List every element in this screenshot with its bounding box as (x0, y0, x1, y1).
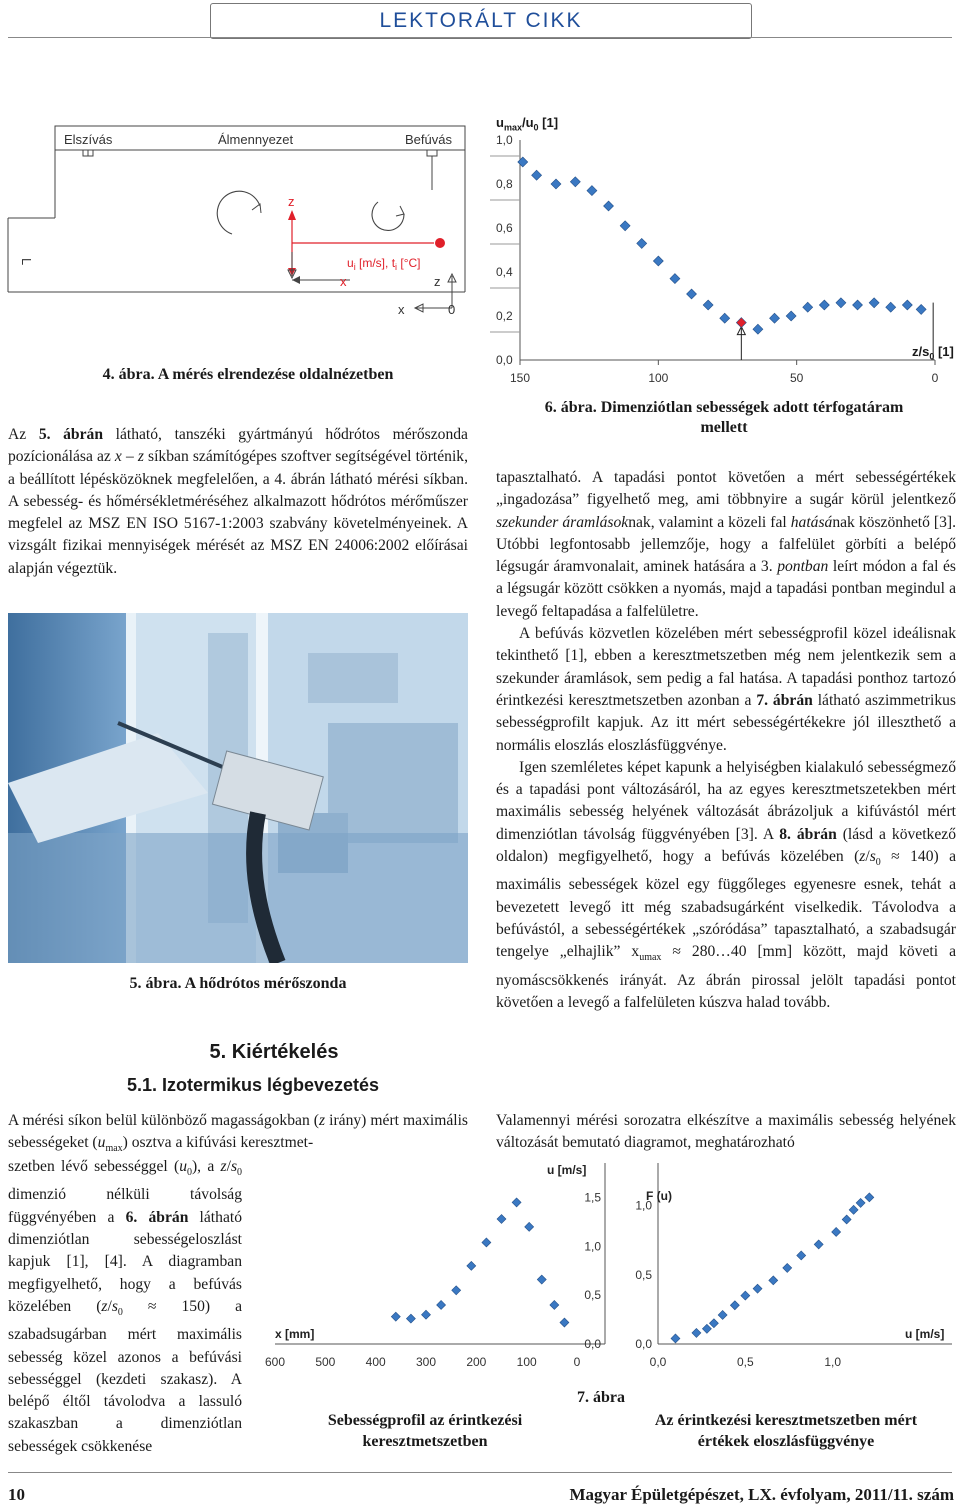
fig7-right-chart (620, 1158, 955, 1376)
fig7l-point (512, 1198, 521, 1207)
fig4-label-u: $u_i$ [m/s], $t_i$ [°C] (347, 256, 421, 272)
fig4-label-z1: z (288, 194, 295, 209)
fig7r-y-tick-label: 0,5 (635, 1267, 652, 1282)
fig4-swirl-2 (372, 202, 404, 230)
header-title: LEKTORÁLT CIKK (379, 9, 583, 32)
fig6-point (670, 274, 680, 284)
fig7r-point (783, 1263, 792, 1272)
fig6-y-title: $u_{max}/u_0$ [1] (496, 115, 559, 133)
fig7l-x-tick-label: 600 (264, 1355, 286, 1369)
fig7r-point (769, 1276, 778, 1285)
fig4-label-l: L (19, 258, 34, 266)
fig6-point (916, 304, 926, 314)
fig6-point (836, 298, 846, 308)
fig6-point (637, 238, 647, 248)
fig7l-x-tick-label: 100 (516, 1355, 537, 1369)
fig6-point (532, 170, 542, 180)
fig7r-point (832, 1227, 841, 1236)
right-paragraph-4: Valamennyi mérési sorozatra elkészítve a maximális sebesség helyének változását bemutató diagramot, meghatározható (496, 1112, 956, 1152)
fig6-chart (490, 130, 960, 392)
fig7r-point (849, 1205, 858, 1214)
fig7r-point (814, 1240, 823, 1249)
fig6-point (902, 300, 912, 310)
fig5-caption: 5. ábra. A hődrótos mérőszonda (129, 975, 347, 992)
fig7r-x-tick-label: 1,0 (824, 1355, 842, 1369)
fig7l-x-title: x [mm] (275, 1327, 315, 1341)
fig7l-point (437, 1300, 446, 1309)
header-rule (8, 37, 952, 38)
fig7-caption-right: Az érintkezési keresztmetszetben mért értékek eloszlásfüggvénye (654, 1412, 918, 1450)
fig6-y-tick-label: 1,0 (496, 133, 513, 147)
fig4-label-supply: Befúvás (405, 132, 452, 147)
fig4-label-ceiling: Álmennyezet (218, 132, 294, 147)
fig7r-point (753, 1284, 762, 1293)
fig7l-x-tick-label: 0 (573, 1355, 581, 1369)
fig7l-point (391, 1312, 400, 1321)
fig6-point (753, 324, 763, 334)
fig6-point (786, 311, 796, 321)
right-column-text: tapasztalható. A tapadási pontot követően a mért sebességértékek „ingadozása” figyelhető meg, ami többnyire a sugár körül jelentkező szekunder áramlásoknak, valamint a közeli fal hatásának köszönhető [3]. Utóbbi legfontosabb jellemzője, hogy a falfelület görbíti a belépő légsugár áramvonalait, aminek hatására a 3. pontban leírt módon a fal és a légsugár között csökken a nyomás, majd a tapadási pontban megindul a levegő feltapadása a falfelületre. A befúvás közvetlen közelében mért sebességprofil közel ideálisnak tekinthető [1], ebben a keresztmetszetben még nem jelentkezik sem a szekunder áramlások, sem pedig a fal hatása. A tapadási ponthoz tartozó érintkezési keresztmetszetben azonban a 7. ábrán látható aszimmetrikus sebességprofilt kapjuk. Az itt mért sebességértékekre jól illeszthető a normális eloszlás eloszlásfüggvénye. Igen szemléletes képet kapunk a helyiségben kialakuló sebességmező és a tapadási pont változásáról, ha az egyes keresztmetszetekben mért maximális sebesség helyének változását ábrázoljuk a kifúvástól mért dimenziótlan távolság függvényében [3]. A 8. ábrán (lásd a következő oldalon) megfigyelhető, hogy a befúvás közelében $(z/s_0 \approx 140)$ a maximális sebességek közel egy függőleges egyenesre esnek, tehát a bevezetett levegő itt még szabadsugárként viselkedik. Távolodva a befúvástól, a sebességértékek „szóródása” tapasztalható, a szabadsugár tengelye „elhajlik” $x_{umax}$ ≈ 280…40 [mm] között, majd követi a nyomáscsökkenés irányát. Az ábrán pirossal jelölt tapadási pontot követően a levegő a falfelületen kúszva halad tovább. (496, 469, 956, 1012)
fig7l-y-tick-label: 0,0 (584, 1337, 601, 1351)
fig6-point (886, 302, 896, 312)
section-title: 5. Kiértékelés (209, 1041, 339, 1063)
fig4-label-z2: z (434, 274, 441, 289)
fig6-y-tick-label: 0,8 (496, 177, 513, 191)
fig4-label-x1: x (340, 274, 347, 289)
fig4-label-zero: 0 (448, 302, 456, 317)
fig7-caption-number: 7. ábra (577, 1389, 625, 1406)
fig6-point (803, 302, 813, 312)
fig7r-x-title: u [m/s] (905, 1327, 945, 1341)
fig7r-point (741, 1291, 750, 1300)
fig7r-point (865, 1193, 874, 1202)
fig7l-point (482, 1238, 491, 1247)
fig6-point (570, 177, 580, 187)
fig7l-y-tick-label: 0,5 (584, 1288, 601, 1303)
fig6-x-tick-label: 100 (648, 371, 669, 385)
fig7l-y-tick-label: 1,0 (584, 1239, 601, 1254)
fig7r-point (692, 1328, 701, 1337)
fig7l-x-tick-label: 200 (466, 1355, 487, 1369)
fig7r-point (709, 1319, 718, 1328)
fig4-caption: 4. ábra. A mérés elrendezése oldalnézetben (102, 366, 394, 383)
fig5-photo (8, 613, 468, 963)
fig6-point (703, 300, 713, 310)
left-paragraph-1: Az 5. ábrán látható, tanszéki gyártmányú hődrótos mérőszonda pozícionálása az x – z síkban számítógépes szoftver segítségével történik, a beállított lépésközöknek megfelelően, a 4. ábrán látható mérési síkban. A sebesség- és hőmérsékletméréséhez alkalmazott hődrótos mérőműszer megfelel az MSZ EN ISO 5167-1:2003 szabvány követelményeinek. A vizsgált fizikai mennyiségek mérését az MSZ EN 24006:2002 előírásai alapján végeztük. (8, 426, 468, 577)
fig7l-x-tick-label: 300 (415, 1355, 437, 1369)
subsection-title: 5.1. Izotermikus légbevezetés (126, 1075, 380, 1095)
fig6-x-tick-label: 150 (509, 371, 531, 385)
fig6-x-title: $z/s_0$ [1] (912, 344, 954, 362)
header-box (210, 3, 752, 39)
fig7l-point (422, 1310, 431, 1319)
fig7r-point (842, 1215, 851, 1224)
left-paragraph-2-narrow: szetben lévő sebességgel $(u_0)$, a $z/s_0$ dimenzió nélküli távolság függvényében a 6. ábrán látható dimenziótlan sebességeloszlást kapjuk [1], [4]. A diagramban megfigyelhető, hogy a befúvás közelében $(z/s_0 \approx 150)$ a szabadsugárban mért maximális sebesség közel azonos a befúvási sebességgel (kezdeti szakasz). A belépő éltől távolodva a lassuló szakaszban a dimenziótlan sebességek csökkenése (8, 1158, 243, 1455)
fig7r-point (856, 1198, 865, 1207)
fig6-point (620, 221, 630, 231)
fig7l-x-tick-label: 500 (315, 1355, 336, 1369)
footer-page-number: 10 (8, 1485, 25, 1504)
fig6-x-tick-label: 50 (789, 371, 804, 385)
fig6-point (587, 186, 597, 196)
fig7l-point (560, 1318, 569, 1327)
fig6-caption: 6. ábra. Dimenziótlan sebességek adott térfogatáram mellett (544, 399, 904, 436)
fig6-point (551, 179, 561, 189)
fig6-point (720, 313, 730, 323)
footer-rule (8, 1472, 952, 1473)
fig6-point (653, 256, 663, 266)
fig4-diagram (0, 110, 480, 328)
fig6-point (736, 318, 746, 328)
fig7l-y-title: u [m/s] (547, 1163, 587, 1177)
fig4-probe-head (435, 238, 445, 248)
fig7l-point (537, 1275, 546, 1284)
fig7l-point (452, 1286, 461, 1295)
fig6-point (853, 300, 863, 310)
fig7r-x-tick-label: 0,5 (736, 1355, 754, 1369)
fig7l-point (497, 1215, 506, 1224)
fig6-point (869, 298, 879, 308)
fig6-y-tick-label: 0,6 (496, 221, 513, 235)
fig4-label-x2: x (398, 302, 405, 317)
fig7r-point (730, 1301, 739, 1310)
fig7l-point (406, 1314, 415, 1323)
fig7r-y-tick-label: 0,0 (635, 1337, 652, 1351)
fig7l-x-tick-label: 400 (365, 1355, 386, 1369)
fig7r-point (671, 1334, 680, 1343)
footer-journal: Magyar Épületgépészet, LX. évfolyam, 2011/11. szám (569, 1485, 954, 1504)
fig5-photo-art (8, 613, 468, 963)
left-paragraph-2-wide: A mérési síkon belül különböző magasságokban (z irány) mért maximális sebességeket $(u_{max})$ osztva a kifúvási keresztmet- (8, 1112, 468, 1155)
fig7r-point (797, 1251, 806, 1260)
fig6-point (518, 157, 528, 167)
fig7-caption-left: Sebességprofil az érintkezési keresztmetszetben (327, 1412, 523, 1450)
fig6-point (819, 300, 829, 310)
fig7r-y-tick-label: 1,0 (635, 1198, 652, 1213)
fig4-supply-vent (427, 150, 437, 156)
fig7r-x-tick-label: 0,0 (649, 1355, 667, 1369)
fig7l-point (550, 1300, 559, 1309)
fig7l-point (525, 1222, 534, 1231)
fig6-y-tick-label: 0,0 (496, 353, 513, 367)
fig6-y-tick-label: 0,2 (496, 309, 513, 323)
fig7r-point (718, 1310, 727, 1319)
fig6-point (604, 201, 614, 211)
fig7l-y-tick-label: 1,5 (584, 1190, 601, 1205)
fig6-x-tick-label: 0 (931, 371, 939, 385)
fig7r-point (702, 1324, 711, 1333)
fig6-point (687, 289, 697, 299)
fig6-y-tick-label: 0,4 (496, 265, 513, 279)
fig7r-y-title: F (u) (646, 1189, 672, 1203)
fig7l-point (467, 1261, 476, 1270)
fig4-swirl-1 (217, 191, 260, 234)
fig7-left-chart (255, 1158, 615, 1376)
fig4-label-suction: Elszívás (64, 132, 113, 147)
fig6-point (770, 313, 780, 323)
